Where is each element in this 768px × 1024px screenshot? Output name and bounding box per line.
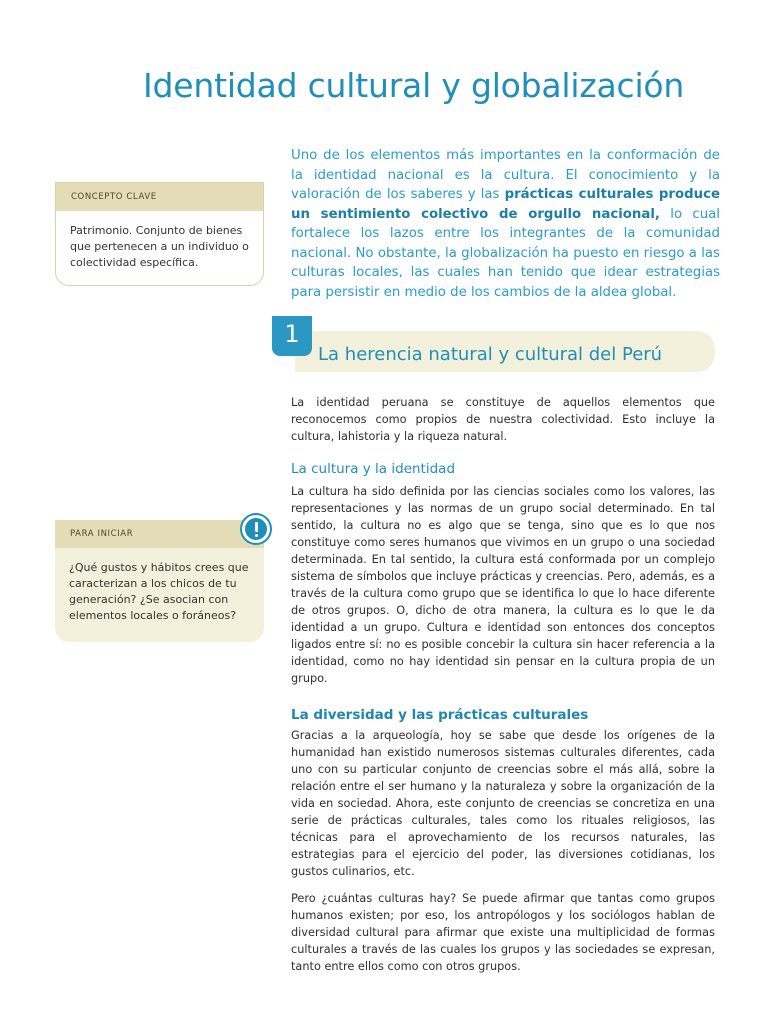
concepto-clave-box (55, 182, 264, 286)
concepto-clave-header: CONCEPTO CLAVE (56, 183, 263, 211)
concepto-clave-body: Patrimonio. Conjunto de bienes que pertenecen a un individuo o colectividad específica. (56, 211, 263, 285)
paragraph-diversidad-1: Gracias a la arqueología, hoy se sabe que desde los orígenes de la humanidad han existido numerosos sistemas culturales diferentes, cada uno con su particular conjunto de creencias sobre el más allá, sobre la relación entre el ser humano y la naturaleza y sobre la organización de la vida en sociedad. Ahora, este conjunto de creencias se concretiza en una serie de prácticas culturales, tales como los rituales religiosos, las técnicas para el aprovechamiento de los recursos naturales, las estrategias para el ejercicio del poder, las diversiones cotidianas, los gustos culinarios, etc. (291, 729, 715, 878)
page-title: Identidad cultural y globalización (143, 66, 685, 105)
subheading-cultura-identidad: La cultura y la identidad (291, 461, 456, 477)
intro-paragraph (291, 146, 720, 302)
info-icon (242, 515, 270, 543)
para-iniciar-header: PARA INICIAR (55, 520, 264, 548)
section-number: 1 (272, 316, 312, 356)
para-iniciar-body: ¿Qué gustos y hábitos crees que caracterizan a los chicos de tu generación? ¿Se asocian con elementos locales o foráneos? (69, 561, 249, 622)
paragraph-diversidad-2: Pero ¿cuántas culturas hay? Se puede afirmar que tantas como grupos humanos existen; por eso, los antropólogos y los sociólogos hablan de diversidad cultural para afirmar que existe una multiplicidad de formas culturales a través de las cuales los grupos y las sociedades se expresan, tanto entre ellos como con otros grupos. (291, 892, 715, 973)
paragraph-cultura-identidad: La cultura ha sido definida por las ciencias sociales como los valores, las representaciones y las normas de un grupo social determinado. En tal sentido, la cultura no es algo que se tenga, sino que es lo que nos constituye como seres humanos que vivimos en un grupo o una sociedad determinada. En tal sentido, la cultura está conformada por un complejo sistema de símbolos que incluye prácticas y creencias. Pero, además, es a través de la cultura como grupo que se identifica lo que lo hace diferente de otros grupos. O, dicho de otra manera, la cultura es lo que le da identidad a un grupo. Cultura e identidad son entonces dos conceptos ligados entre sí: no es posible concebir la cultura sin hacer referencia a la identidad, como no hay identidad sin pensar en la cultura propia de un grupo. (291, 485, 715, 685)
intro-text-start: Uno de los elementos más importantes en la conformación de la identidad nacional es la cultura. El conocimiento y la valoración de los saberes y las (291, 148, 720, 202)
intro-text-end: lo cual fortalece los lazos entre los integrantes de la comunidad nacional. No obstante, la globalización ha puesto en riesgo a las culturas locales, las cuales han tenido que idear estrategias para persistir en medio de los cambios de la aldea global. (291, 206, 720, 300)
subheading-diversidad: La diversidad y las prácticas culturales (291, 707, 589, 723)
section-intro: La identidad peruana se constituye de aquellos elementos que reconocemos como propios de nuestra colectividad. Esto incluye la cultura, lahistoria y la riqueza natural. (291, 396, 715, 443)
section-title: La herencia natural y cultural del Perú (318, 344, 663, 365)
intro-highlight: prácticas culturales produce un sentimiento colectivo de orgullo nacional, (291, 187, 721, 222)
para-iniciar-box (55, 520, 264, 642)
